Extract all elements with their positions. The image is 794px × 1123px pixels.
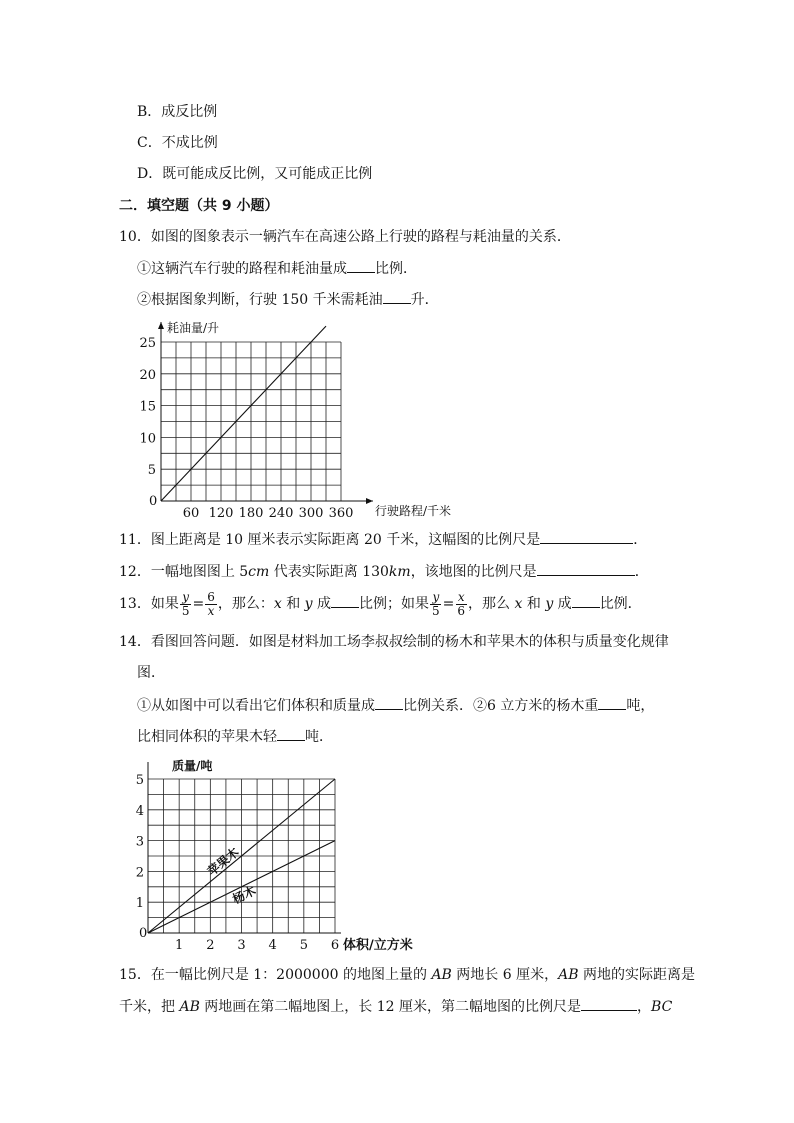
q13-fraction-4 [455,591,467,618]
q14-blank3[interactable] [277,726,305,741]
fuel-line [161,326,326,501]
frac4-den: 6 [457,603,466,618]
frac4-num: x [457,589,465,604]
x-tick-label: 60 [182,506,200,521]
q15-text-f: ， [637,999,652,1015]
q13-fraction-1 [180,591,192,618]
q13-text-a: 13．如果 [119,596,179,612]
q13-text-c: 和 [281,596,305,612]
origin-label: 0 [139,926,148,941]
q12-unit-km: km [388,564,411,580]
chart10-grid [161,342,341,501]
q15-blank[interactable] [581,996,637,1011]
q13-text-f: ，那么 [468,596,515,612]
volume-mass-chart [135,756,435,956]
frac3-num: y [432,589,440,604]
x-axis-title: 行驶路程/千米 [375,504,452,518]
q13-blank1[interactable] [331,593,359,608]
y-axis-arrow [158,322,164,329]
q10-stem: 10．如图的图象表示一辆汽车在高速公路上行驶的路程与耗油量的关系． [119,229,571,245]
q12-text-a: 12．一幅地图图上 5 [119,564,249,580]
q13-text-i: 比例． [599,596,642,612]
q10-part1-text: ①这辆汽车行驶的路程和耗油量成 [137,261,347,277]
q14-stem-2: 图． [137,665,165,681]
q10-part2 [137,289,439,310]
x-tick-label: 360 [328,506,354,521]
q10-blank2[interactable] [383,289,411,304]
q15-text-a: 15．在一幅比例尺是 1：2000000 的地图上量的 [119,967,432,983]
q13-eq2: = [442,596,455,612]
q15-ab-2: AB [558,967,579,983]
q12-text-c: ，该地图的比例尺是 [410,564,537,580]
q13-text-g: 和 [522,596,546,612]
q14-part2-suffix: 吨． [305,729,333,745]
poplar-label: 杨木 [230,883,259,907]
q14-part2 [137,726,333,747]
q11-text: 11．图上距离是 10 厘米表示实际距离 20 千米，这幅图的比例尺是 [119,532,541,548]
q13-text-h: 成 [553,596,572,612]
y-tick-label: 20 [139,367,156,383]
x-tick-label: 6 [330,938,340,953]
chart14-axes [148,762,341,933]
q10-part1-suffix: 比例． [375,261,417,277]
apple-wood-label: 苹果木 [204,844,242,879]
q13-text-d: 成 [312,596,332,612]
y-tick-label: 2 [135,865,144,881]
y-tick-label: 3 [135,834,144,850]
q15-line1 [119,965,695,985]
q14-part1-text: ①从如图中可以看出它们体积和质量成 [137,698,375,714]
q10-part2-suffix: 升． [410,292,439,308]
x-tick-label: 1 [175,938,184,953]
option-b: B．成反比例 [137,104,218,120]
x-tick-label: 3 [237,938,246,953]
frac3-den: 5 [432,603,440,618]
x-tick-label: 240 [268,506,294,521]
q14-part1-mid: 比例关系．②6 立方米的杨木重 [403,698,599,714]
q13-var-y1: y [304,596,313,612]
q11-blank[interactable] [540,529,633,544]
q14-part1 [137,695,654,716]
q10-part1 [137,258,417,279]
q14-part1-suffix: 吨， [626,698,655,714]
x-tick-label: 2 [206,938,215,953]
chart14-labels [136,758,413,953]
q13-text-e: 比例；如果 [359,596,430,612]
q15-line2 [119,996,672,1017]
q13-fraction-3 [430,591,442,618]
q12-unit-cm: cm [248,564,270,580]
q13-var-x1: x [273,596,282,612]
x-tick-label: 180 [238,506,264,521]
y-tick-label: 5 [147,463,156,479]
y-tick-label: 1 [135,896,144,912]
q13-text-b: ，那么： [217,596,274,612]
q15-text-b: 两地长 6 厘米， [451,967,559,983]
option-c: C．不成比例 [137,135,218,151]
q13-blank2[interactable] [572,593,600,608]
chart10-lines [161,326,326,501]
x-tick-label: 300 [298,506,324,521]
q14-part2-text: 比相同体积的苹果木轻 [137,729,277,745]
q10-part2-text: ②根据图象判断，行驶 150 千米需耗油 [137,292,383,308]
q14-blank2[interactable] [598,695,626,710]
q13-var-y2: y [545,596,554,612]
y-tick-label: 4 [135,803,144,819]
x-tick-label: 4 [268,938,277,953]
q14-stem-1: 14．看图回答问题．如图是材料加工场李叔叔绘制的杨木和苹果木的体积与质量变化规律 [119,634,669,650]
q12-suffix: ． [634,564,649,580]
q15-ab-3: AB [179,999,200,1015]
q11 [119,529,647,550]
q12-blank[interactable] [537,561,635,576]
frac1-num: y [182,589,190,604]
frac1-den: 5 [181,603,190,618]
x-tick-label: 120 [208,506,234,521]
q15-bc: BC [651,999,673,1015]
option-d: D．既可能成反比例，又可能成正比例 [137,166,373,182]
x-axis-title: 体积/立方米 [343,938,413,953]
q12-text-b: 代表实际距离 130 [269,564,389,580]
q13-eq1: = [192,596,205,612]
q14-blank1[interactable] [375,695,403,710]
fuel-distance-chart [130,318,490,523]
section-title: 二．填空题（共 9 小题） [119,198,279,214]
frac2-den: x [207,603,215,618]
q13-fraction-2 [205,591,217,618]
y-axis-title: 质量/吨 [172,759,213,773]
x-tick-label: 5 [299,938,308,953]
q15-text-c: 两地的实际距离是 [578,967,695,983]
q13 [119,589,642,619]
frac2-num: 6 [207,589,215,604]
q15-text-e: 两地画在第二幅地图上，长 12 厘米，第二幅地图的比例尺是 [199,999,582,1015]
y-axis-title: 耗油量/升 [167,321,220,335]
x-axis-arrow [366,498,373,504]
q15-text-d: 千米，把 [119,999,180,1015]
y-tick-label: 10 [139,431,156,447]
y-tick-label: 15 [139,399,156,415]
q11-suffix: ． [633,532,648,548]
y-tick-label: 5 [135,773,144,788]
y-tick-label: 25 [139,336,156,351]
q12 [119,561,649,582]
chart10-labels [139,320,451,521]
q13-var-x2: x [514,596,523,612]
origin-label: 0 [149,494,158,509]
q15-ab-1: AB [431,967,452,983]
q10-blank1[interactable] [347,258,375,273]
